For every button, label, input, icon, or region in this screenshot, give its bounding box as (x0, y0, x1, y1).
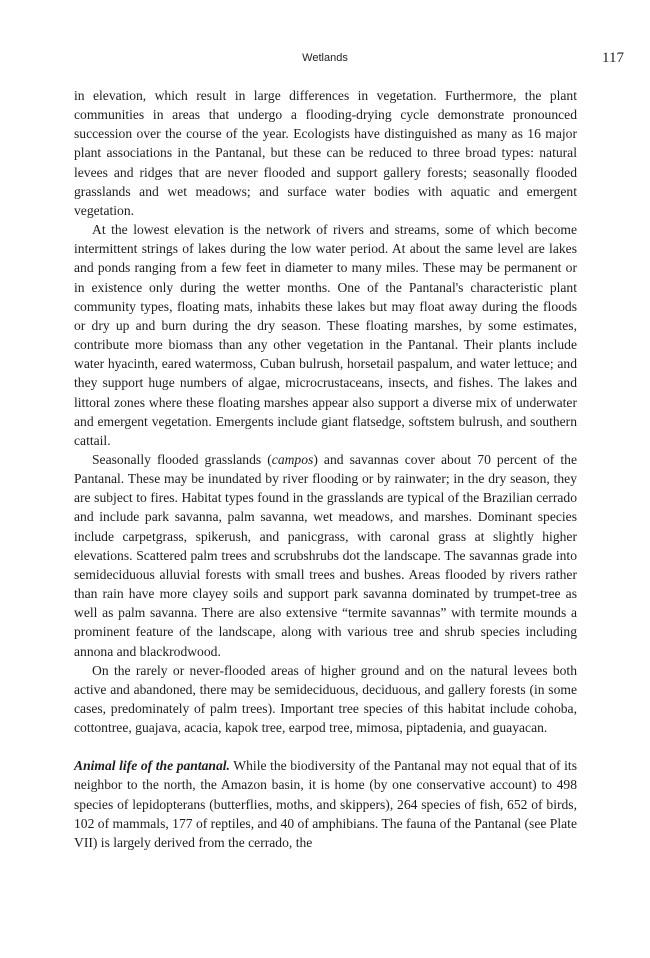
paragraph-animal-life (74, 756, 577, 852)
paragraph-forests: On the rarely or never-flooded areas of higher ground and on the natural levees both active and abandoned, there may be semideciduous, deciduous, and gallery forests (in some cases, predominately of palm trees). Important tree species of this habitat include cohoba, cottontree, guajava, acacia, kapok tree, earpod tree, mimosa, piptadenia, and guayacan. (74, 662, 577, 736)
section-heading-animal-life: Animal life of the pantanal. (74, 758, 230, 774)
paragraph-grasslands (74, 450, 577, 661)
running-head: Wetlands (302, 52, 348, 64)
paragraph-rivers-and-lakes: At the lowest elevation is the network of rivers and streams, some of which become intermittent strings of lakes during the low water period. At about the same level are lakes and ponds ranging from a few feet in diameter to many miles. These may be permanent or in existence only during the wetter months. One of the Pantanal's characteristic plant community types, floating mats, inhabits these lakes but may float away during the floods or dry up and burn during the dry season. These floating marshes, by some estimates, contribute more biomass than any other vegetation in the Pantanal. Their plants include water hyacinth, eared watermoss, Cuban bulrush, horsetail paspalum, and water lettuce; and they support huge numbers of algae, microcrustaceans, insects, and fishes. The lakes and littoral zones where these floating marshes appear also support a diverse mix of underwater and emergent vegetation. Emergents include giant flatsedge, softstem bulrush, and southern cattail. (74, 222, 577, 448)
grasslands-text-rest: ) and savannas cover about 70 percent of the Pantanal. These may be inundated by river flooding or by rainwater; in the dry season, they are subject to fires. Habitat types found in the grasslands are typical of the Brazilian cerrado and include park savanna, palm savanna, wet meadows, and marshes. Dominant species include carpetgrass, spikerush, and panicgrass, with caronal grass at slightly higher elevations. Scattered palm trees and scrubshrubs dot the landscape. The savannas grade into semideciduous alluvial forests with small trees and bushes. Areas flooded by rivers rather than rain have more clayey soils and support park savanna dominated by trumpet-tree as well as palm savanna. There are also extensive “termite savannas” with termite mounds a prominent feature of the landscape, along with various tree and shrub species including annona and blackrodwood. (74, 451, 577, 659)
grasslands-text-start: Seasonally flooded grasslands ( (92, 451, 272, 467)
animal-life-text: While the biodiversity of the Pantanal may not equal that of its neighbor to the north, the Amazon basin, it is home (by one conservative account) to 498 species of lepidopterans (butterflies, moths, and skippers), 264 species of fish, 652 of birds, 102 of mammals, 177 of reptiles, and 40 of amphibians. The fauna of the Pantanal (see Plate VII) is largely derived from the cerrado, the (74, 758, 577, 850)
body-text (74, 86, 577, 852)
page-number: 117 (602, 50, 624, 66)
campos-term: campos (271, 451, 314, 467)
paragraph-vegetation-overview: in elevation, which result in large differences in vegetation. Furthermore, the plant communities in areas that undergo a flooding-drying cycle demonstrate pronounced succession over the course of the year. Ecologists have distinguished as many as 16 major plant associations in the Pantanal, but these can be reduced to three broad types: natural levees and ridges that are never flooded and support gallery forests; seasonally flooded grasslands and wet meadows; and surface water bodies with aquatic and emergent vegetation. (74, 88, 577, 218)
